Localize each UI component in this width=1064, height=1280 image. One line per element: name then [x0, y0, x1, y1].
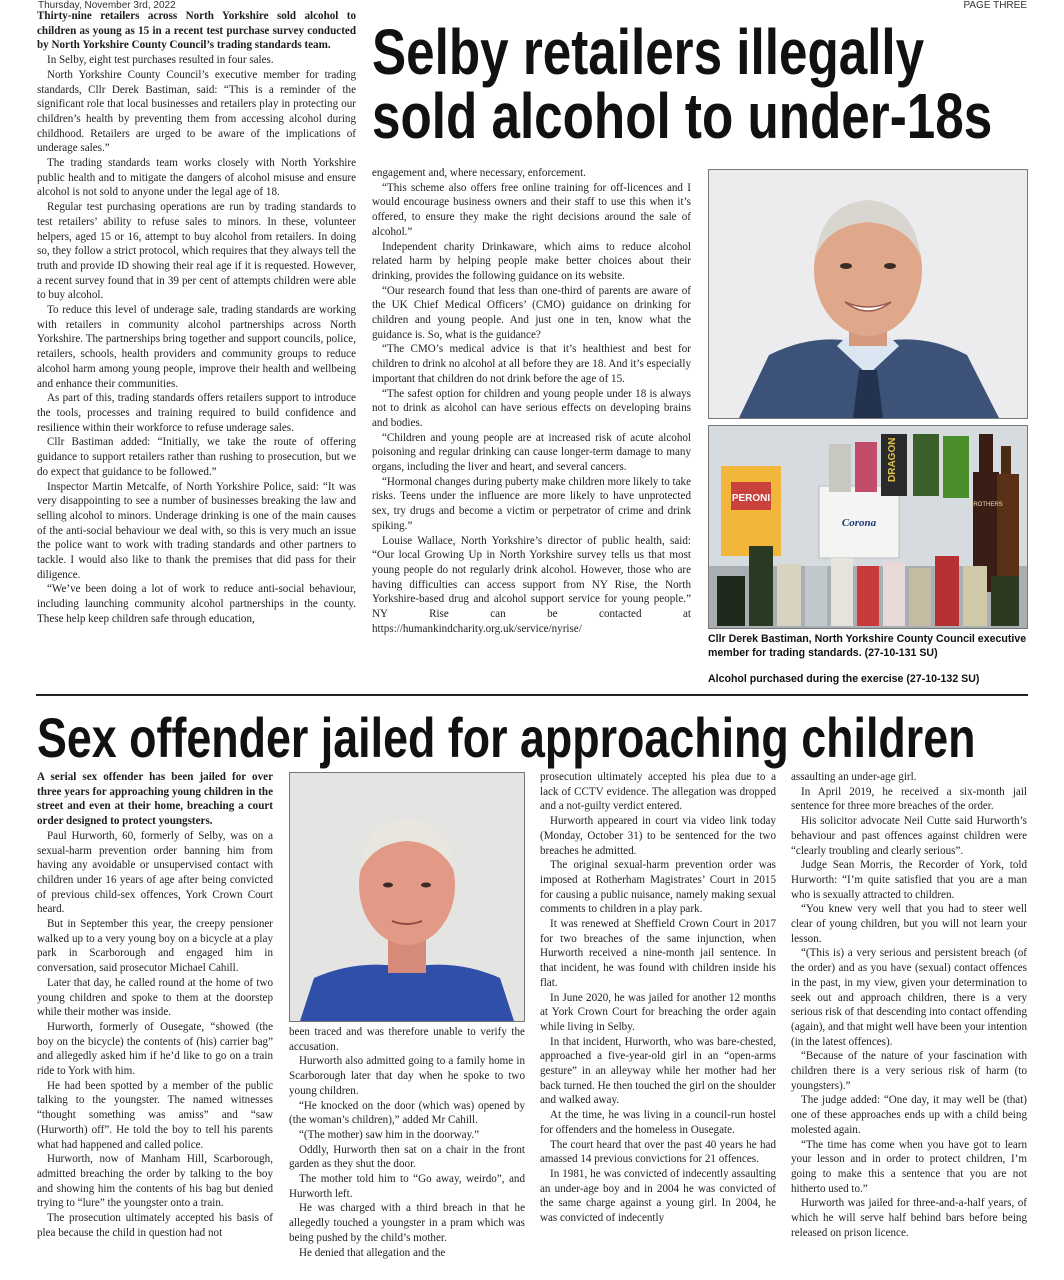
paragraph: been traced and was therefore unable to verify the accusation. — [289, 1026, 525, 1053]
paragraph: “This scheme also offers free online training for off-licences and I would encourage business owners and their staff to use this when it’s offered, to ensure they make the right decisions around the sale of alcohol.” — [372, 181, 691, 238]
paragraph: “We’ve been doing a lot of work to reduce anti-social behaviour, including launching community alcohol partnerships in the county. These help keep children safe through education, — [37, 583, 356, 625]
story2-column-1 — [37, 770, 273, 1241]
portrait-illustration — [709, 170, 1027, 418]
paragraph: Independent charity Drinkaware, which aims to reduce alcohol related harm by helping people make better choices about their drinking, provides the following guidance on its website. — [372, 240, 691, 282]
paragraph: “Our research found that less than one-third of parents are aware of the UK Chief Medical Officers’ (CMO) guidance on drinking for children and young people. And just one in ten, know what the guidance is. So, what is the guidance? — [372, 284, 691, 341]
story1-headline-line1: Selby retailers illegally — [372, 16, 925, 88]
alcohol-photo — [708, 425, 1028, 629]
paragraph: “(This is) a very serious and persistent breach (of the order) and as you have (sexual) contact offences in the past, in my view, given your determination to seek out and approach children, there is a very serious risk of that descending into contact offending (again), and that might well have been your intention (in the latest offences). — [791, 947, 1027, 1048]
paragraph: prosecution ultimately accepted his plea due to a lack of CCTV evidence. The allegation was dropped and a not-guilty verdict entered. — [540, 771, 776, 813]
paragraph: A serial sex offender has been jailed for over three years for approaching young children in the street and even at their home, breaching a court order designed to protect youngsters. — [37, 771, 273, 828]
paragraph: Hurworth also admitted going to a family home in Scarborough later that day when he spoke to two young children. — [289, 1055, 525, 1097]
paragraph: Regular test purchasing operations are run by trading standards to test retailers’ ability to refuse sales to minors. In these, volunteer helpers, aged 15 or 16, attempt to buy alcohol from retailers. In doing so, they follow a strict protocol, which requires that they always tell the truth and provide ID showing their real age if it is requested. However, a recent survey found that in 39 per cent of attempts children were able to buy alcohol. — [37, 201, 356, 302]
paragraph: He was charged with a third breach in that he allegedly touched a youngster in a pram which was being pushed by the child’s mother. — [289, 1202, 525, 1244]
paragraph: Thirty-nine retailers across North Yorkshire sold alcohol to children as young as 15 in a recent test purchase survey conducted by North Yorkshire County Council’s trading standards team. — [37, 10, 356, 52]
paragraph: At the time, he was living in a council-run hostel for offenders and the homeless in Ousegate. — [540, 1109, 776, 1136]
paragraph: Louise Wallace, North Yorkshire’s director of public health, said: “Our local Growing Up in North Yorkshire survey tells us that most young people do not regularly drink alcohol. However, those who are having difficulties can access support from NY Rise, the North Yorkshire-based drug and alcohol support service for young people.” NY Rise can be contacted at https://humankindcharity.org.uk/service/nyrise/ — [372, 534, 691, 635]
paragraph: Later that day, he called round at the home of two young children and spoke to them at the doorstep while their mother was inside. — [37, 976, 273, 1019]
story2-column-3 — [540, 770, 776, 1226]
paragraph: “(The mother) saw him in the doorway.” — [299, 1128, 480, 1141]
story1-column-1 — [37, 9, 356, 627]
paragraph: The prosecution ultimately accepted his basis of plea because the child in question had not — [37, 1212, 273, 1239]
paragraph: The mother told him to “Go away, weirdo”, and Hurworth left. — [289, 1173, 525, 1200]
paragraph: He denied that allegation and the — [299, 1246, 446, 1259]
paragraph: The trading standards team works closely with North Yorkshire public health and to mitigate the dangers of alcohol misuse and ensure alcohol is not sold to anyone under the legal age of 18. — [37, 157, 356, 199]
paragraph: The original sexual-harm prevention order was imposed at Rotherham Magistrates’ Court in 2015 for causing a public nuisance, namely making sexual comments to children in a play park. — [540, 859, 776, 916]
paragraph: “The safest option for children and young people under 18 is always not to drink as alcohol can have serious effects on developing brains and bodies. — [372, 387, 691, 429]
label-peroni: PERONI — [731, 493, 771, 504]
paragraph: To reduce this level of underage sale, trading standards are working with retailers in community alcohol partnerships across North Yorkshire. The partnerships bring together and support councils, police, retailers, schools, health providers and community groups to reduce alcohol harm among young people, improve their health and wellbeing and enhance their communities. — [37, 304, 356, 390]
paragraph: “The time has come when you have got to learn your lesson and in order to protect children, I’m going to make this a sentence that you are not hitherto used to.” — [791, 1138, 1027, 1195]
paragraph: Judge Sean Morris, the Recorder of York, told Hurworth: “I’m quite satisfied that you are a man who is sexually attracted to children. — [791, 859, 1027, 901]
page-label: PAGE THREE — [963, 0, 1027, 11]
paragraph: Hurworth was jailed for three-and-a-half years, of which he will serve half behind bars before being released on prison licence. — [791, 1197, 1027, 1239]
paragraph: “Hormonal changes during puberty make children more likely to take risks. Teens under the influence are more likely to have unprotected sex, try drugs and become a victim or perpetrator of crime and drink spiking.” — [372, 475, 691, 532]
paragraph: “Children and young people are at increased risk of acute alcohol poisoning and regular drinking can cause longer-term damage to many organs, including the liver and heart, and several cancers. — [372, 431, 691, 474]
paragraph: In Selby, eight test purchases resulted in four sales. — [47, 54, 274, 67]
paragraph: In 1981, he was convicted of indecently assaulting an under-age boy and in 2004 he was convicted of the same charge against a young girl. In 2004, he was convicted of indecently — [540, 1167, 776, 1225]
paragraph: Paul Hurworth, 60, formerly of Selby, was on a sexual-harm prevention order banning him from having any avoidable or unsupervised contact with children under 16 years of age after being convicted of previous child-sex offences, York Crown Court heard. — [37, 829, 273, 916]
caption-portrait: Cllr Derek Bastiman, North Yorkshire County Council executive member for trading standards. (27-10-131 SU) — [708, 633, 1027, 659]
paragraph: North Yorkshire County Council’s executive member for trading standards, Cllr Derek Bastiman, said: “This is a reminder of the significant role that local businesses and retailers play in protecting our children’s health by preventing them from accessing alcohol during childhood. Retailers are urged to be aware of the implications of underage sales.” — [37, 68, 356, 155]
story1-headline-line2: sold alcohol to under-18s — [372, 80, 993, 152]
paragraph: “The CMO’s medical advice is that it’s healthiest and best for children to drink no alcohol at all before they are 18. And it’s especially important that children do not drink before the age of 15. — [372, 343, 691, 385]
paragraph: But in September this year, the creepy pensioner walked up to a very young boy on a bicycle at a play park in Scarborough and engaged him in conversation, said prosecutor Michael Cahill. — [37, 918, 273, 975]
label-corona: Corona — [841, 517, 877, 529]
paragraph: The judge added: “One day, it may well be (that) one of these approaches ends up with a child being molested again. — [791, 1094, 1027, 1136]
paragraph: Hurworth, formerly of Ousegate, “showed (the boy on the bicycle) the contents of (his) carrier bag” and allegedly asked him if he’d like to go on a train ride to York with him. — [37, 1020, 273, 1078]
paragraph: assaulting an under-age girl. — [791, 771, 917, 783]
alcohol-illustration — [709, 426, 1027, 628]
paragraph: In April 2019, he received a six-month jail sentence for three more breaches of the order. — [791, 785, 1027, 813]
caption-alcohol: Alcohol purchased during the exercise (27-10-132 SU) — [708, 673, 980, 685]
label-brothers: BROTHERS — [969, 502, 1003, 508]
offender-illustration — [290, 773, 524, 1021]
paragraph: “Because of the nature of your fascination with children there is a very serious risk of harm (to youngsters).” — [791, 1050, 1027, 1092]
paragraph: “You knew very well that you had to steer well clear of young children, but you will not learn your lesson. — [791, 903, 1027, 945]
portrait-photo-bastiman — [708, 169, 1028, 419]
story1-headline — [372, 16, 993, 152]
label-dragon: DRAGON — [887, 437, 898, 482]
story-divider — [36, 694, 1028, 696]
story2-headline: Sex offender jailed for approaching children — [37, 706, 976, 769]
paragraph: He had been spotted by a member of the public talking to the youngster. The named witnesses “thought something was amiss” and “saw (Hurworth) off”. He told the boy to tell his parents what had happened and called police. — [37, 1079, 273, 1151]
paragraph: Inspector Martin Metcalfe, of North Yorkshire Police, said: “It was very disappointing to see a number of businesses breaking the law and selling alcohol to minors. Underage drinking is one of the main causes of the anti-social behaviour we deal with, so this is very much an issue the police want to work with trading standards and other partners to tackle. I would also like to thank the premises that did pass for their diligence. — [37, 480, 356, 581]
paragraph: As part of this, trading standards offers retailers support to introduce the tools, processes and training required to build confidence and resilience within their workforce to refuse underage sales. — [37, 392, 356, 434]
story2-column-4 — [791, 770, 1027, 1241]
paragraph: Hurworth appeared in court via video link today (Monday, October 31) to be sentenced for the two breaches he admitted. — [540, 815, 776, 857]
paragraph: In that incident, Hurworth, who was bare-chested, approached a five-year-old girl in an “open-arms gesture” in an alleyway while her mother had her back turned. He then touched the girl on the shoulder and walked away. — [540, 1035, 776, 1107]
paragraph: “He knocked on the door (which was) opened by (the woman’s children),” added Mr Cahill. — [289, 1099, 525, 1127]
offender-photo — [289, 772, 525, 1022]
paragraph: Cllr Bastiman added: “Initially, we take the route of offering guidance to support retailers rather than rushing to prosecution, but we do expect that guidance to be followed.” — [37, 436, 356, 478]
paragraph: It was renewed at Sheffield Crown Court in 2017 for two breaches of the same injunction, when Hurworth received a nine-month jail sentence. In that incident, he was found with children inside his flat. — [540, 918, 776, 989]
paragraph: In June 2020, he was jailed for another 12 months at York Crown Court for breaching the order again while living in Selby. — [540, 991, 776, 1033]
paragraph: Hurworth, now of Manham Hill, Scarborough, admitted breaching the order by talking to the boy and showing him the contents of his bag but denied trying to “lure” the youngster onto a train. — [37, 1153, 273, 1210]
story1-column-2 — [372, 166, 691, 637]
story2-column-2 — [289, 1025, 525, 1260]
paragraph: His solicitor advocate Neil Cutte said Hurworth’s behaviour and past offences against children were “clearly troubling and clearly serious”. — [791, 815, 1027, 857]
issue-date: Thursday, November 3rd, 2022 — [38, 0, 176, 11]
paragraph: The court heard that over the past 40 years he had amassed 14 previous convictions for 21 offences. — [540, 1138, 776, 1166]
paragraph: Oddly, Hurworth then sat on a chair in the front garden as they shut the door. — [289, 1143, 525, 1171]
paragraph: engagement and, where necessary, enforcement. — [372, 167, 586, 179]
